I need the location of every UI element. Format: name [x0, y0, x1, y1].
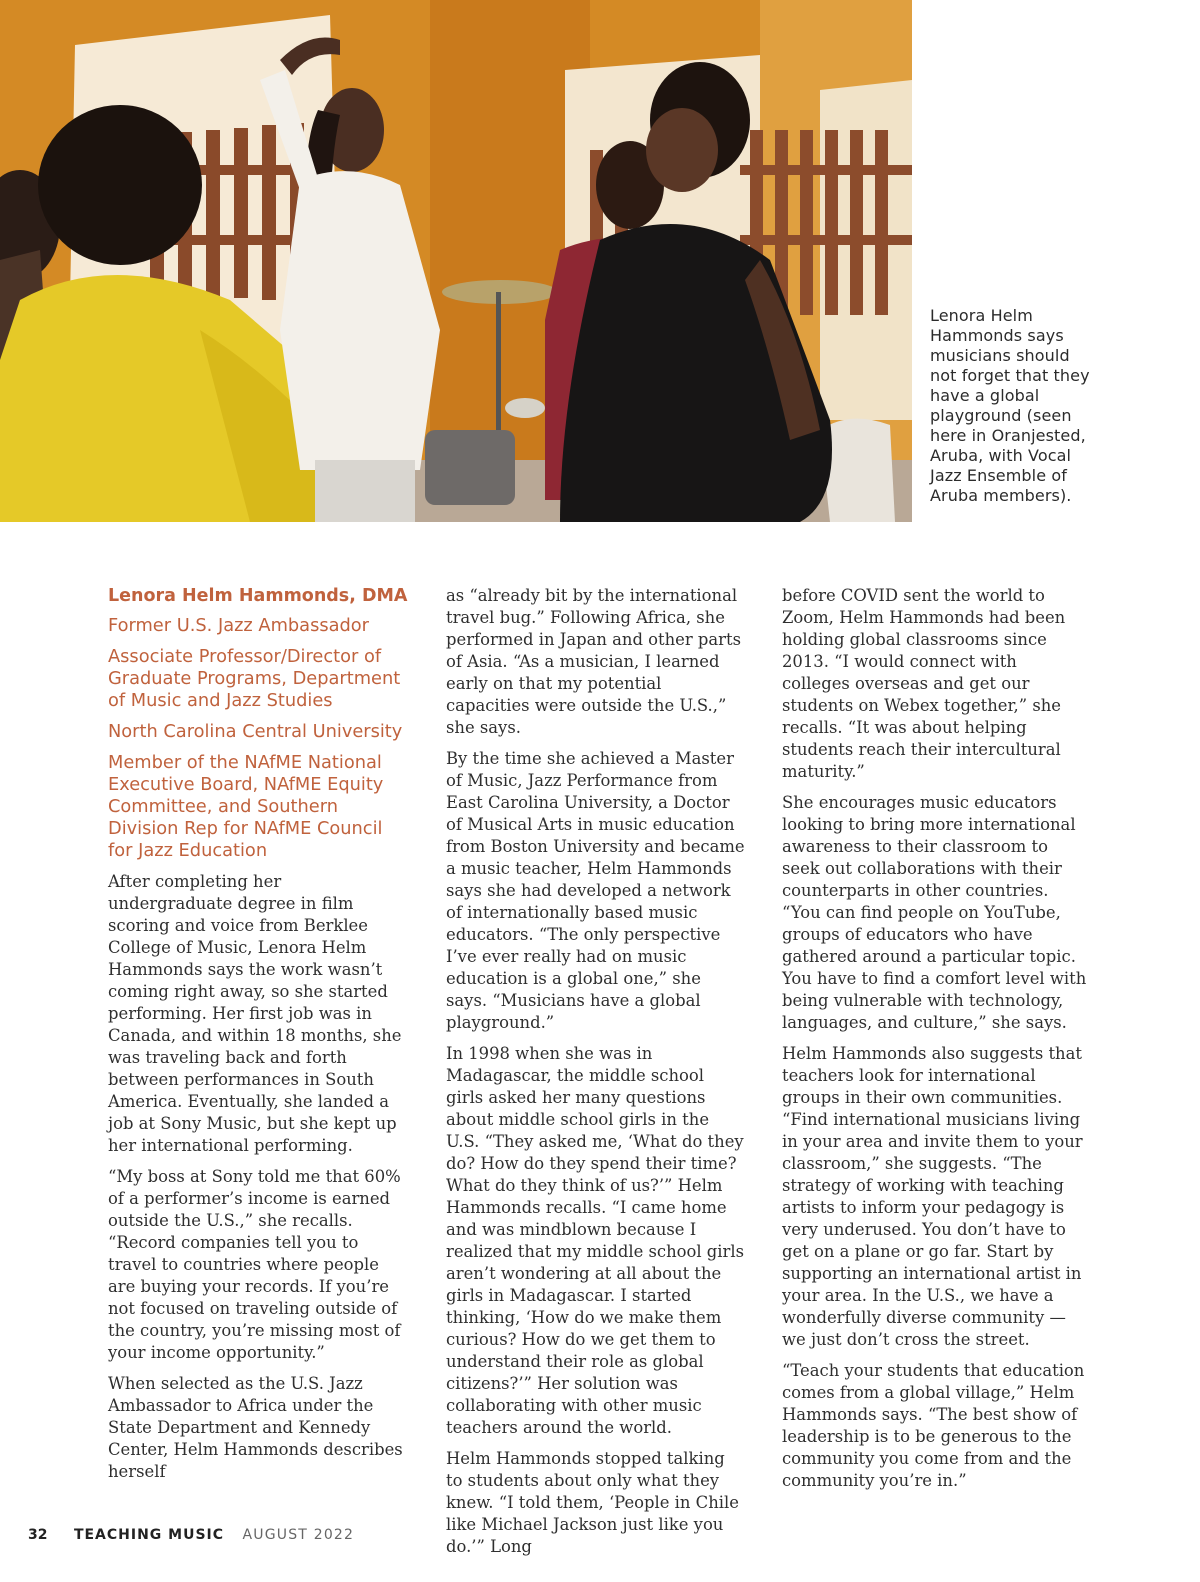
bio-title-professor: Associate Professor/Director of Graduate Programs, Department of Music and Jazz Studies [108, 646, 401, 711]
bio-name: Lenora Helm Hammonds, DMA [108, 586, 408, 606]
body-paragraph: as “already bit by the international travel bug.” Following Africa, she performed in Japan and other parts of Asia. “As a musician, I learned early on that my potential capacities were outside the U.S.,” she says. [446, 586, 742, 737]
body-paragraph: After completing her undergraduate degree in film scoring and voice from Berklee College of Music, Lenora Helm Hammonds says the work wasn’t coming right away, so she started performing. Her first job was in Canada, and within 18 months, she was traveling back and forth between performances in South America. Eventually, she landed a job at Sony Music, but she kept up her international performing. [108, 872, 402, 1155]
issue-date: AUGUST 2022 [242, 1527, 355, 1543]
body-paragraph: “My boss at Sony told me that 60% of a performer’s income is earned outside the U.S.,” she recalls. “Record companies tell you to travel to countries where people are buying your records. If you’re not focused on traveling outside of the country, you’re missing most of your income opportunity.” [108, 1167, 401, 1362]
bio-nafme-member: Member of the NAfME National Executive Board, NAfME Equity Committee, and Southern Division Rep for NAfME Council for Jazz Education [108, 752, 384, 861]
body-paragraph: Helm Hammonds also suggests that teachers look for international groups in their own communities. “Find international musicians living in your area and invite them to your classroom,” she suggests. “The strategy of working with teaching artists to inform your pedagogy is very underused. You don’t have to get on a plane or go far. Start by supporting an international artist in your area. In the U.S., we have a wonderfully diverse community — we just don’t cross the street. [782, 1044, 1083, 1349]
column-3 [782, 585, 1087, 1501]
body-paragraph: “Teach your students that education comes from a global village,” Helm Hammonds says. “The best show of leadership is to be generous to the community you come from and the community you’re in.” [782, 1361, 1085, 1490]
bio-title-ambassador: Former U.S. Jazz Ambassador [108, 615, 369, 636]
body-paragraph: Helm Hammonds stopped talking to students about only what they knew. “I told them, ‘People in Chile like Michael Jackson just like you do.’” Long [446, 1449, 739, 1556]
body-paragraph: When selected as the U.S. Jazz Ambassador to Africa under the State Department and Kennedy Center, Helm Hammonds describes herself [108, 1374, 403, 1481]
photo-caption: Lenora Helm Hammonds says musicians should not forget that they have a global playground (seen here in Oranjested, Aruba, with Vocal Jazz Ensemble of Aruba members). [930, 306, 1090, 505]
body-paragraph: She encourages music educators looking to bring more international awareness to their classroom to seek out collaborations with their counterparts in other countries. “You can find people on YouTube, groups of educators who have gathered around a particular topic. You have to find a comfort level with being vulnerable with technology, languages, and culture,” she says. [782, 793, 1087, 1032]
body-paragraph: In 1998 when she was in Madagascar, the middle school girls asked her many questions about middle school girls in the U.S. “They asked me, ‘What do they do? How do they spend their time? What do they think of us?’” Helm Hammonds recalls. “I came home and was mindblown because I realized that my middle school girls aren’t wondering at all about the girls in Madagascar. I started thinking, ‘How do we make them curious? How do we get them to understand their role as global citizens?’” Her solution was collaborating with other music teachers around the world. [446, 1044, 745, 1437]
photo-illustration [0, 0, 912, 522]
body-paragraph: before COVID sent the world to Zoom, Helm Hammonds had been holding global classrooms since 2013. “I would connect with colleges overseas and get our students on Webex together,” she recalls. “It was about helping students reach their intercultural maturity.” [782, 586, 1066, 781]
column-2 [446, 585, 746, 1567]
author-bio [108, 585, 408, 862]
bio-university: North Carolina Central University [108, 721, 403, 742]
article-photo [0, 0, 912, 522]
column-1 [108, 585, 408, 1492]
magazine-name: TEACHING MUSIC [73, 1527, 225, 1543]
body-paragraph: By the time she achieved a Master of Music, Jazz Performance from East Carolina University, a Doctor of Musical Arts in music education from Boston University and became a music teacher, Helm Hammonds says she had developed a network of internationally based music educators. “The only perspective I’ve ever really had on music education is a global one,” she says. “Musicians have a global playground.” [446, 749, 745, 1032]
page-footer [28, 1527, 354, 1543]
page-number: 32 [28, 1527, 48, 1543]
